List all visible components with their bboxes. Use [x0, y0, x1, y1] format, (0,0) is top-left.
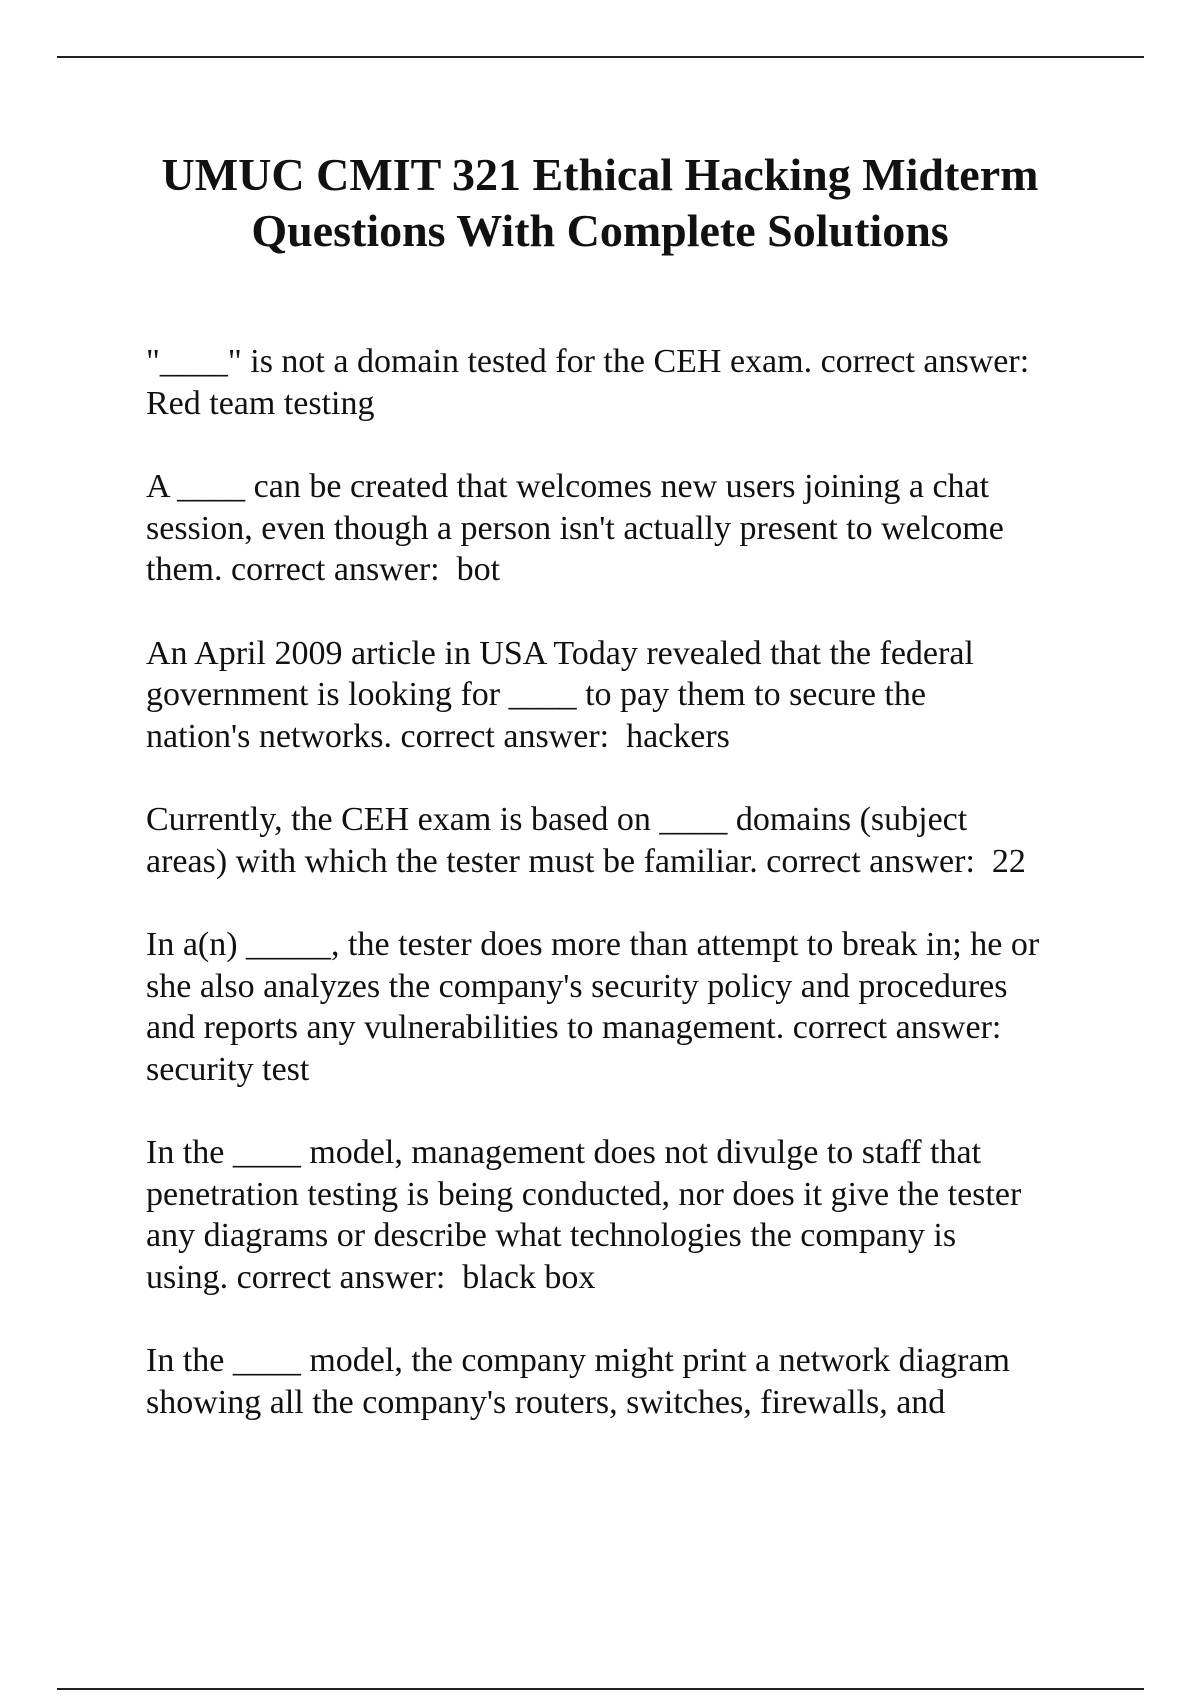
entry-text-line: A ____ can be created that welcomes new users joining a chat — [146, 468, 990, 505]
entry-text-line: session, even though a person isn't actually present to welcome — [146, 509, 1004, 547]
entry-text-line: In a(n) _____, the tester does more than attempt to break in; he or — [146, 926, 1040, 963]
question-entry — [146, 633, 1106, 758]
question-entry — [146, 341, 1106, 424]
entry-text-line: nation's networks. correct answer: hackers — [146, 717, 730, 755]
entry-text-line: penetration testing is being conducted, nor does it give the tester — [146, 1175, 1022, 1213]
question-entry — [146, 924, 1106, 1090]
entry-text-line: Red team testing — [146, 384, 375, 422]
entry-text-line: Currently, the CEH exam is based on ____ domains (subject — [146, 801, 968, 838]
question-list — [146, 341, 1106, 1465]
question-entry — [146, 799, 1106, 882]
entry-text-line: using. correct answer: black box — [146, 1258, 596, 1296]
entry-text-line: any diagrams or describe what technologies the company is — [146, 1217, 957, 1254]
entry-text-line: areas) with which the tester must be familiar. correct answer: 22 — [146, 842, 1026, 880]
entry-text-line: In the ____ model, management does not divulge to staff that — [146, 1134, 982, 1171]
entry-text-line: government is looking for ____ to pay them to secure the — [146, 676, 926, 713]
document-title — [100, 147, 1100, 259]
entry-text-line: them. correct answer: bot — [146, 551, 501, 588]
entry-text-line: In the ____ model, the company might print a network diagram — [146, 1342, 1010, 1379]
entry-text-line: and reports any vulnerabilities to management. correct answer: — [146, 1009, 1002, 1046]
bottom-rule — [57, 1688, 1144, 1690]
entry-text-line: "____" is not a domain tested for the CEH exam. correct answer: — [146, 343, 1030, 380]
question-entry — [146, 1132, 1106, 1298]
question-entry — [146, 466, 1106, 591]
entry-text-line: An April 2009 article in USA Today revealed that the federal — [146, 634, 974, 672]
question-entry — [146, 1340, 1106, 1423]
entry-text-line: security test — [146, 1050, 310, 1088]
top-rule — [57, 56, 1144, 58]
entry-text-line: she also analyzes the company's security policy and procedures — [146, 967, 1008, 1005]
title-line-1: UMUC CMIT 321 Ethical Hacking Midterm — [161, 149, 1039, 200]
title-line-2: Questions With Complete Solutions — [251, 205, 949, 256]
entry-text-line: showing all the company's routers, switches, firewalls, and — [146, 1383, 946, 1421]
